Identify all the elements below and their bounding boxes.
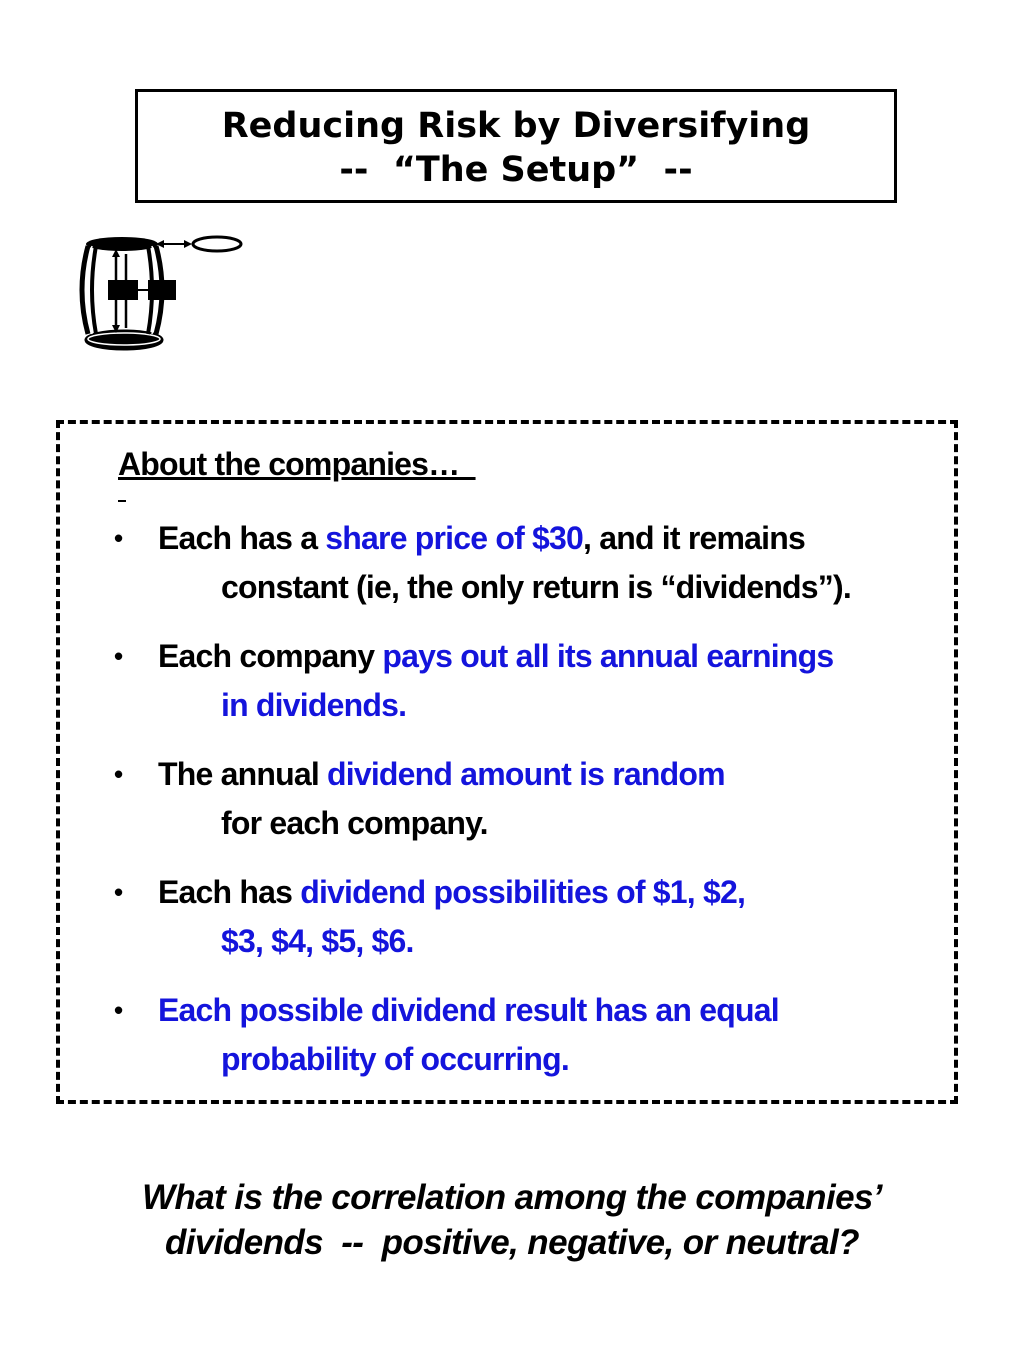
- bullet-text-segment: Each has: [158, 874, 301, 910]
- bullet-text-segment: share price of $30: [325, 520, 584, 556]
- bullet-line-2: [158, 1035, 942, 1084]
- question-text: [60, 1175, 964, 1265]
- bullet-dot: •: [114, 995, 123, 1025]
- bullet-list: [112, 514, 942, 1104]
- bullet-text-segment: in dividends.: [221, 687, 407, 723]
- bullet-line-2: [158, 799, 942, 848]
- bullet-line-2: [158, 563, 942, 612]
- bullet-line-1: [158, 514, 942, 563]
- bullet-item: [112, 868, 942, 966]
- bullet-dot: •: [114, 759, 123, 789]
- bullet-text-segment: pays out all its annual earnings: [382, 638, 834, 674]
- bullet-text-segment: Each company: [158, 638, 383, 674]
- heading-underline-mark: [118, 500, 126, 502]
- bullet-text-segment: The annual: [158, 756, 327, 792]
- question-line-1: What is the correlation among the companies’: [142, 1178, 882, 1217]
- bullet-text-segment: probability of occurring.: [221, 1041, 570, 1077]
- bullet-text-segment: for each company.: [221, 805, 488, 841]
- section-heading: About the companies…: [118, 446, 476, 482]
- bullet-text-segment: Each has a: [158, 520, 326, 556]
- title-box: [135, 89, 897, 203]
- bullet-item: [112, 750, 942, 848]
- bullet-line-1: [158, 868, 942, 917]
- bullet-text-segment: dividend amount is random: [327, 756, 725, 792]
- bullet-item: [112, 986, 942, 1084]
- bullet-text-segment: dividend possibilities of $1, $2,: [300, 874, 746, 910]
- portfolio-barrel-icon: [72, 230, 247, 360]
- bullet-text-segment: $3, $4, $5, $6.: [221, 923, 414, 959]
- bullet-dot: •: [114, 523, 123, 553]
- bullet-text-segment: constant (ie, the only return is “dividends”).: [221, 569, 851, 605]
- bullet-line-1: [158, 750, 942, 799]
- title-line-1: Reducing Risk by Diversifying: [221, 106, 811, 146]
- bullet-item: [112, 632, 942, 730]
- bullet-line-2: [158, 681, 942, 730]
- bullet-text-segment: , and it remains: [583, 520, 805, 556]
- title-line-2: -- “The Setup” --: [339, 150, 693, 190]
- bullet-item: [112, 514, 942, 612]
- bullet-text-segment: Each possible dividend result has an equal: [158, 992, 779, 1028]
- bullet-line-2: [158, 917, 942, 966]
- question-line-2: dividends -- positive, negative, or neutral?: [165, 1223, 859, 1262]
- bullet-dot: •: [114, 641, 123, 671]
- bullet-dot: •: [114, 877, 123, 907]
- bullet-line-1: [158, 986, 942, 1035]
- bullet-line-1: [158, 632, 942, 681]
